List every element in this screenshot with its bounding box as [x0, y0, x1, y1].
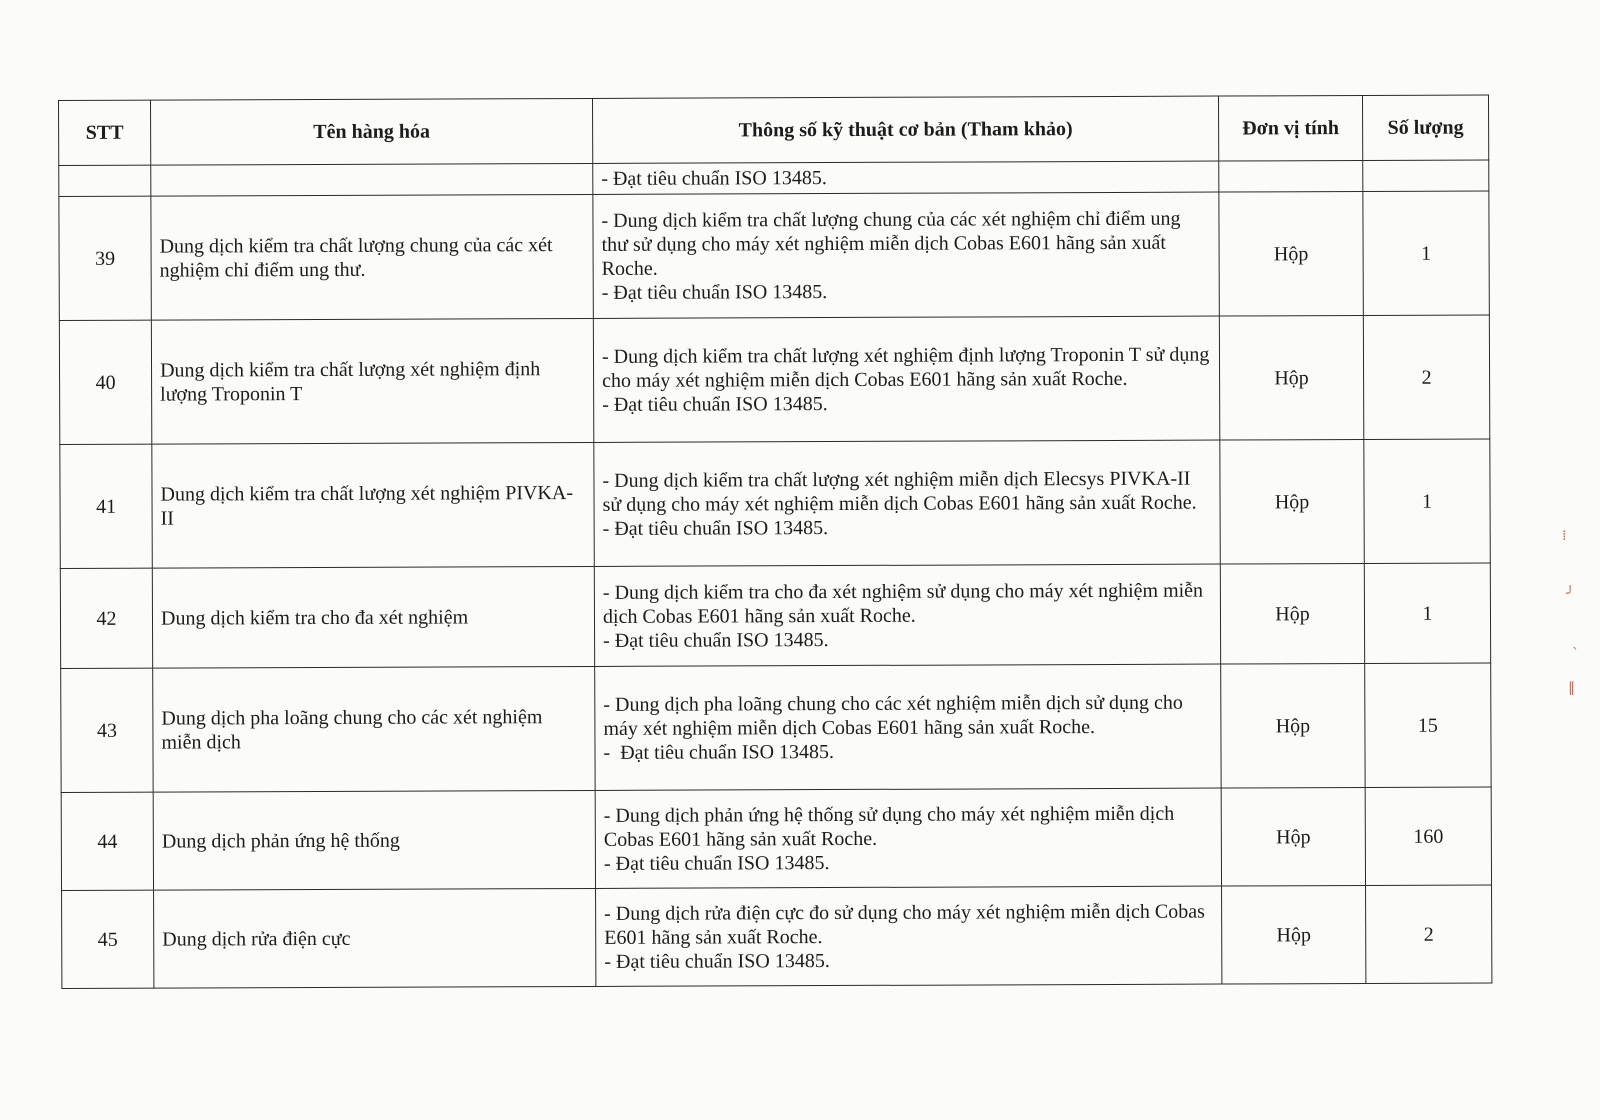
header-row [59, 95, 1489, 165]
row-unit: Hộp [1220, 563, 1364, 664]
header-qty: Số lượng [1362, 95, 1488, 160]
table-row [61, 787, 1491, 890]
spec-line: - Dung dịch kiểm tra chất lượng chung của các xét nghiệm chỉ điểm ung thư sử dụng cho máy xét nghiệm miễn dịch Cobas E601 hãng sản xuất Roche. [601, 207, 1186, 280]
table-row [61, 663, 1491, 792]
row-spec [593, 316, 1219, 442]
row-spec [594, 440, 1220, 566]
row-name: Dung dịch kiểm tra chất lượng chung của các xét nghiệm chỉ điểm ung thư. [151, 194, 593, 320]
spec-line: - Dung dịch rửa điện cực đo sử dụng cho máy xét nghiệm miễn dịch Cobas E601 hãng sản xuất Roche. [604, 900, 1210, 949]
row-spec [594, 564, 1220, 666]
row-unit: Hộp [1221, 663, 1365, 788]
row-name: Dung dịch rửa điện cực [154, 888, 596, 988]
row-stt [59, 165, 151, 196]
spec-line: - Đạt tiêu chuẩn ISO 13485. [602, 392, 828, 416]
row-stt: 44 [61, 792, 153, 890]
row-name [151, 163, 593, 196]
header-stt: STT [59, 100, 151, 165]
table-row [60, 439, 1490, 568]
spec-line: - Đạt tiêu chuẩn ISO 13485. [601, 280, 828, 304]
row-stt: 39 [59, 196, 151, 320]
row-spec [595, 664, 1221, 790]
row-spec [593, 192, 1219, 318]
row-spec [595, 788, 1221, 888]
table-row [59, 315, 1489, 444]
table-row [62, 885, 1492, 988]
spec-line: - Dung dịch phản ứng hệ thống sử dụng cho máy xét nghiệm miễn dịch Cobas E601 hãng sản xuất Roche. [603, 802, 1180, 851]
margin-mark: ˎ [1572, 634, 1579, 650]
spec-line: - Đạt tiêu chuẩn ISO 13485. [601, 167, 827, 190]
row-unit: Hộp [1219, 191, 1363, 316]
margin-mark: ⁞ [1562, 528, 1567, 544]
row-qty: 1 [1363, 191, 1489, 315]
row-stt: 43 [61, 668, 153, 792]
spec-line: - Đạt tiêu chuẩn ISO 13485. [603, 740, 835, 764]
row-unit [1219, 160, 1363, 192]
spec-line: - Dung dịch kiểm tra chất lượng xét nghiệm định lượng Troponin T sử dụng cho máy xét nghiệm miễn dịch Cobas E601 hãng sản xuất Roche. [601, 343, 1215, 392]
margin-mark: ∥ [1568, 680, 1575, 696]
spec-line: - Đạt tiêu chuẩn ISO 13485. [603, 628, 829, 652]
spec-line: - Đạt tiêu chuẩn ISO 13485. [603, 851, 830, 875]
goods-table [58, 95, 1492, 989]
spec-line: - Đạt tiêu chuẩn ISO 13485. [602, 516, 829, 540]
spec-line: - Đạt tiêu chuẩn ISO 13485. [604, 949, 830, 973]
spec-line: - Dung dịch kiểm tra chất lượng xét nghiệm miễn dịch Elecsys PIVKA-II sử dụng cho máy xét nghiệm miễn dịch Cobas E601 hãng sản xuất Roche. [602, 467, 1197, 516]
row-qty [1363, 160, 1489, 191]
row-qty: 1 [1364, 563, 1490, 663]
row-name: Dung dịch kiểm tra chất lượng xét nghiệm định lượng Troponin T [151, 318, 593, 444]
header-name: Tên hàng hóa [151, 98, 593, 165]
row-name: Dung dịch pha loãng chung cho các xét nghiệm miễn dịch [153, 666, 595, 792]
row-qty: 2 [1366, 885, 1492, 983]
margin-mark: ╯ [1566, 586, 1575, 602]
row-qty: 1 [1364, 439, 1490, 563]
row-stt: 41 [60, 444, 152, 568]
row-qty: 15 [1365, 663, 1491, 787]
row-name: Dung dịch kiểm tra cho đa xét nghiệm [152, 566, 594, 668]
row-spec [596, 886, 1222, 986]
row-stt: 42 [60, 568, 152, 668]
spec-line: - Dung dịch kiểm tra cho đa xét nghiệm sử dụng cho máy xét nghiệm miễn dịch Cobas E601 hãng sản xuất Roche. [602, 579, 1209, 628]
header-unit: Đơn vị tính [1218, 95, 1362, 161]
row-name: Dung dịch phản ứng hệ thống [153, 790, 595, 890]
row-unit: Hộp [1219, 315, 1363, 440]
row-name: Dung dịch kiểm tra chất lượng xét nghiệm PIVKA-II [152, 442, 594, 568]
row-qty: 160 [1365, 787, 1491, 885]
row-unit: Hộp [1221, 787, 1365, 886]
row-unit: Hộp [1222, 885, 1366, 984]
row-spec [593, 161, 1219, 194]
table-row [59, 191, 1489, 320]
row-qty: 2 [1363, 315, 1489, 439]
row-unit: Hộp [1220, 439, 1364, 564]
spec-line: - Dung dịch pha loãng chung cho các xét nghiệm miễn dịch sử dụng cho máy xét nghiệm miễn dịch Cobas E601 hãng sản xuất Roche. [603, 691, 1188, 740]
table-row [60, 563, 1490, 668]
header-spec: Thông số kỹ thuật cơ bản (Tham khảo) [592, 96, 1218, 163]
row-stt: 40 [59, 320, 151, 444]
row-stt: 45 [62, 890, 154, 988]
